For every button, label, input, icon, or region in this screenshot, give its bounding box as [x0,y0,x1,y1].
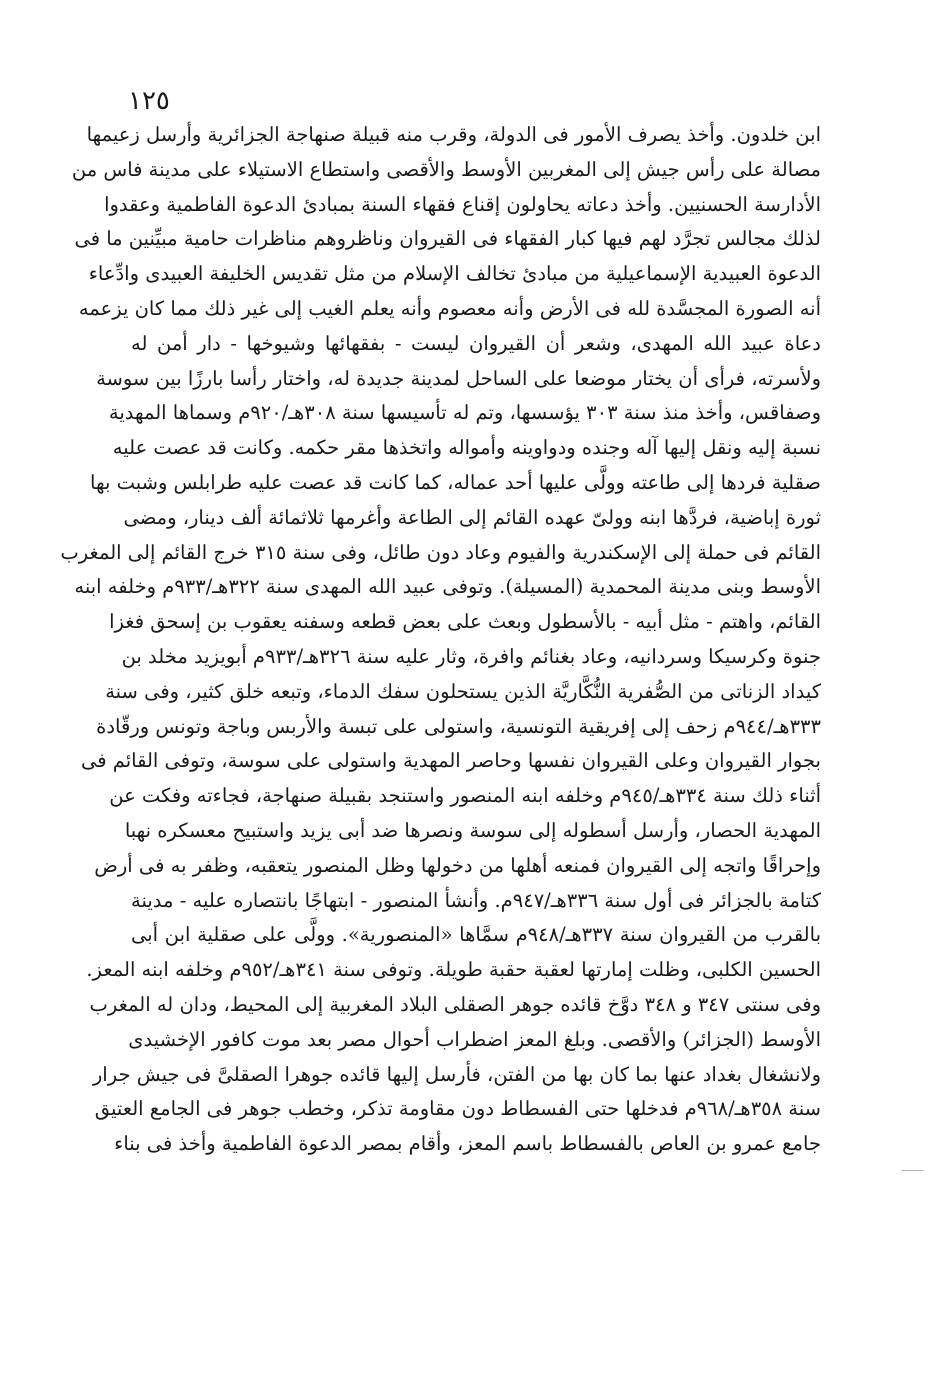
body-text [60,118,821,1162]
page-number: ١٢٥ [128,86,170,116]
text-line: لذلك مجالس تجرَّد لهم فيها كبار الفقهاء فى القيروان وناظروهم مناظرات حامية مبيِّنين ما فى [74,227,821,251]
text-line: القائم، واهتم - مثل أبيه - بالأسطول وبعث على بعض قطعه وسفنه يعقوب بن إسحق فغزا [109,610,821,634]
text-line: ٣٣٣هـ/٩٤٤م زحف إلى إفريقية التونسية، واستولى على تبسة والأربس وباجة وتونس ورقّادة [96,714,821,738]
text-line: ولانشغال بغداد عنها بما كان بها من الفتن، فأرسل إليها قائده جوهرا الصقلىَّ فى جيش جرار [92,1062,821,1086]
text-line: كتامة بالجزائر فى أول سنة ٣٣٦هـ/٩٤٧م. وأنشأ المنصور - ابتهاجًا بانتصاره عليه - مدينة [131,888,821,912]
text-line: أثناء ذلك سنة ٣٣٤هـ/٩٤٥م وخلفه ابنه المنصور واستنجد بقبيلة صنهاجة، فجاءته وفكت عن [109,784,821,808]
text-line: الدعوة العبيدية الإسماعيلية من مبادئ تخالف الإسلام من مثل تقديس الخليفة العبيدى وادِّعاء [88,262,821,286]
text-line: بالقرب من القيروان سنة ٣٣٧هـ/٩٤٨م سمَّاها «المنصورية». وولَّى على صقلية ابن أبى [131,923,821,947]
text-line: القائم فى حملة إلى الإسكندرية والفيوم وعاد دون طائل، وفى سنة ٣١٥ خرج القائم إلى المغرب [60,540,821,564]
text-line: بجوار القيروان وعلى القيروان نفسها وحاصر المهدية واستولى على سوسة، وتوفى القائم فى [80,749,821,773]
text-line: الأدارسة الحسنيين. وأخذ دعاته يحاولون إقناع فقهاء السنة بمبادئ الدعوة الفاطمية وعقدوا [104,192,821,216]
text-line: ولأسرته، فرأى أن يختار موضعا على الساحل لمدينة جديدة له، واختار رأسا بارزًا بين سوسة [96,366,821,390]
text-line: نسبة إليه ونقل إليها آله وجنده ودواوينه وأمواله واتخذها مقر حكمه. وكانت قد عصت عليه [112,436,821,460]
text-line: ثورة إباضية، فردَّها ابنه وولىّ عهده القائم إلى الطاعة وأغرمها ثلاثمائة ألف دينار، ومضى [123,505,821,529]
text-line: سنة ٣٥٨هـ/٩٦٨م فدخلها حتى الفسطاط دون مقاومة تذكر، وخطب جوهر فى الجامع العتيق [94,1097,821,1121]
scan-edge-mark [902,1170,924,1171]
text-line: ابن خلدون. وأخذ يصرف الأمور فى الدولة، وقرب منه قبيلة صنهاجة الجزائرية وأرسل زعيمها [86,123,821,146]
text-line: وصفاقس، وأخذ منذ سنة ٣٠٣ يؤسسها، وتم له تأسيسها سنة ٣٠٨هـ/٩٢٠م وسماها المهدية [108,401,821,425]
text-line: الأوسط (الجزائر) والأقصى. وبلغ المعز اضطراب أحوال مصر بعد موت كافور الإخشيدى [128,1027,821,1051]
text-line: مصالة على رأس جيش إلى المغربين الأوسط والأقصى واستطاع الاستيلاء على مدينة فاس من [71,157,821,181]
text-line: دعاة عبيد الله المهدى، وشعر أن القيروان ليست - بفقهائها وشيوخها - دار أمن له [131,331,821,355]
text-line: كيداد الزناتى من الصُّفرية النُّكَّاريَّة الذين يستحلون سفك الدماء، وتبعه خلق كثير، وفى سنة [105,679,821,703]
text-line: الأوسط وبنى مدينة المحمدية (المسيلة). وتوفى عبيد الله المهدى سنة ٣٢٢هـ/٩٣٣م وخلفه ابنه [74,575,821,599]
text-line: جنوة وكرسيكا وسردانيه، وعاد بغنائم وافرة، وثار عليه سنة ٣٢٦هـ/٩٣٣م أبويزيد مخلد بن [121,644,821,668]
text-line: المهدية الحصار، وأرسل أسطوله إلى سوسة ونصرها ضد أبى يزيد واستبيح معسكره نهبا [124,818,821,842]
text-line: الحسين الكلبى، وظلت إمارتها لعقبة حقبة طويلة. وتوفى سنة ٣٤١هـ/٩٥٢م وخلفه ابنه المعز. [86,958,821,982]
text-line: صقلية فردها إلى طاعته وولَّى عليها أحد عماله، كما كانت قد عصت عليه طرابلس وشبت بها [90,470,821,494]
text-line: وإحراقًا واتجه إلى القيروان فمنعه أهلها من دخولها وظل المنصور يتعقبه، وظفر به فى أرض [94,853,821,877]
text-line: وفى سنتى ٣٤٧ و ٣٤٨ دوَّخ قائده جوهر الصقلى البلاد المغربية إلى المحيط، ودان له المغرب [89,992,821,1016]
text-line: أنه الصورة المجسَّدة لله فى الأرض وأنه معصوم وأنه يعلم الغيب إلى غير ذلك مما كان يزعمه [78,296,821,320]
text-line: جامع عمرو بن العاص بالفسطاط باسم المعز، وأقام بمصر الدعوة الفاطمية وأخذ فى بناء [114,1132,821,1156]
